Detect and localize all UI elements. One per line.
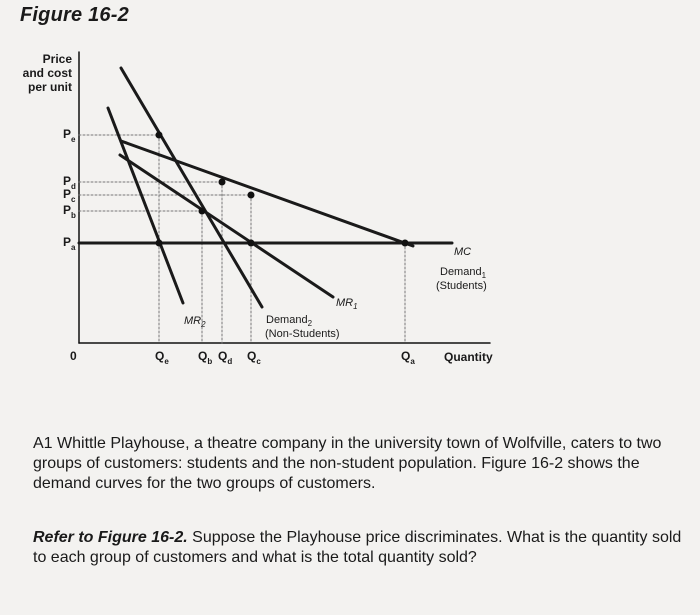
- intersection-point: [219, 179, 226, 186]
- x-tick-label-qc: $Q_c$: [247, 349, 261, 366]
- intersection-point: [402, 240, 409, 247]
- y-tick-label-pd: $P_d$: [63, 174, 76, 191]
- mr2-line: [108, 108, 183, 303]
- series-label-demand2: Demand$_2$: [266, 314, 313, 328]
- question-paragraph: A1 Whittle Playhouse, a theatre company in the university town of Wolfville, caters to two groups of customers: students and the non-student population. Figure 16-2 shows the demand curves for the two groups of customers.: [33, 435, 662, 492]
- x-tick-label-qe: $Q_e$: [155, 349, 169, 366]
- intersection-point: [156, 240, 163, 247]
- x-axis-label: Quantity: [444, 350, 493, 364]
- origin-label: 0: [70, 349, 77, 363]
- y-tick-label-pb: $P_b$: [63, 203, 76, 220]
- y-tick-label-pa: $P_a$: [63, 235, 76, 252]
- y-axis-label-line: and cost: [22, 66, 72, 80]
- question-prompt: [33, 528, 693, 568]
- intersection-point: [248, 240, 255, 247]
- figure-title: Figure 16-2: [20, 4, 129, 26]
- intersection-point: [199, 208, 206, 215]
- series-label-mr2: $MR_2$: [184, 315, 206, 329]
- y-tick-label-pe: $P_e$: [63, 127, 76, 144]
- y-axis-label-line: Price: [42, 52, 72, 66]
- demand1-line: [121, 141, 413, 246]
- y-axis-label-line: per unit: [28, 80, 72, 94]
- intersection-point: [156, 132, 163, 139]
- demand2-line: [121, 68, 262, 307]
- series-label-demand1: Demand$_1$: [440, 266, 487, 280]
- figure-reference: Refer to Figure 16-2.: [33, 529, 188, 546]
- x-tick-label-qa: $Q_a$: [401, 349, 415, 366]
- x-tick-label-qd: $Q_d$: [218, 349, 233, 366]
- question-text: Suppose the Playhouse price discriminates. What is the quantity sold to each group of customers and what is the total quantity sold?: [33, 529, 682, 566]
- series-label-mc: MC: [454, 246, 472, 258]
- y-tick-label-pc: $P_c$: [63, 187, 76, 204]
- x-tick-label-qb: $Q_b$: [198, 349, 213, 366]
- series-label-mr1: $MR_1$: [336, 297, 358, 311]
- series-label-demand1-group: (Students): [436, 280, 487, 292]
- intersection-point: [248, 192, 255, 199]
- series-label-demand2-group: (Non-Students): [265, 328, 340, 340]
